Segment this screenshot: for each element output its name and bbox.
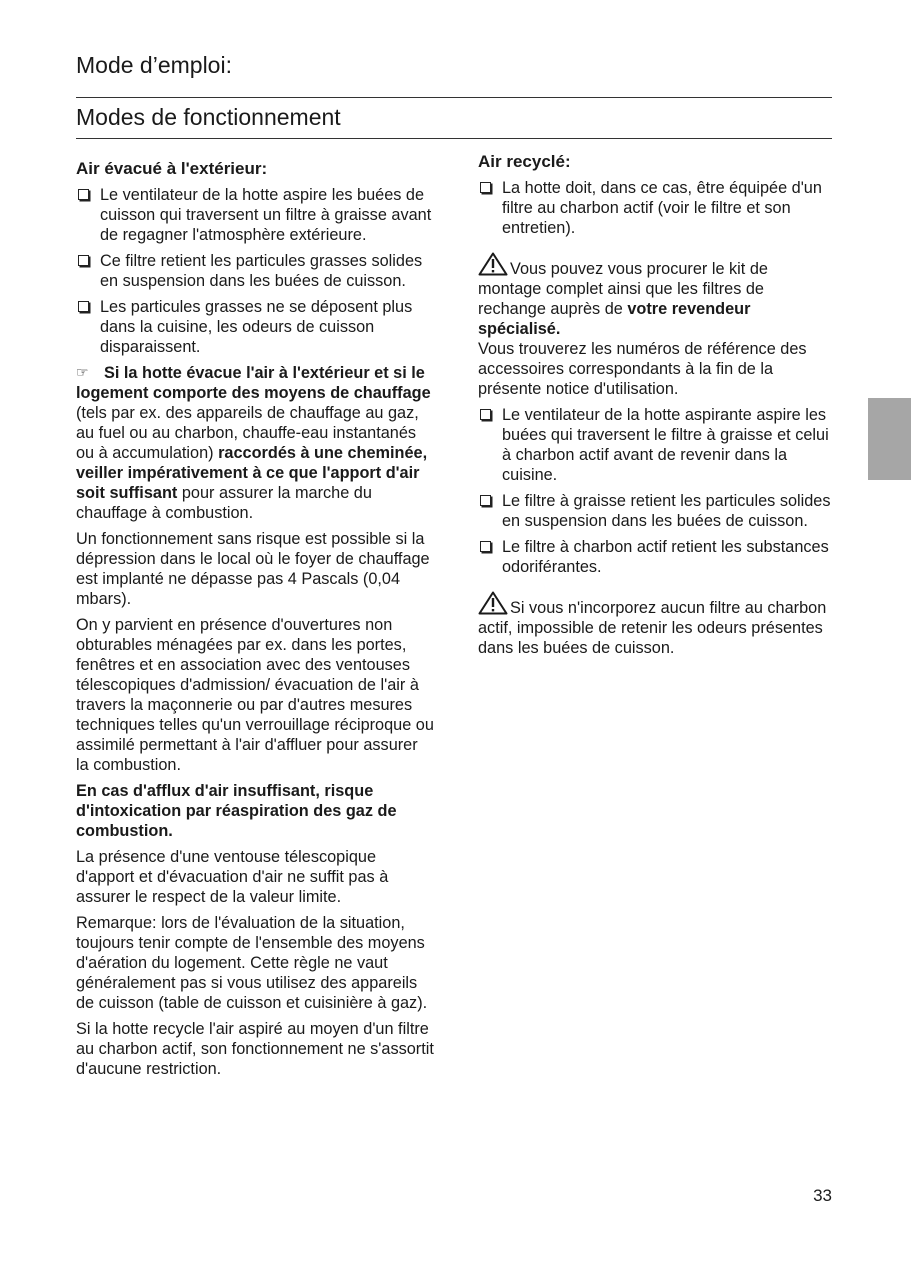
header-divider-top: [76, 97, 832, 98]
list-item: La hotte doit, dans ce cas, être équipée d'un filtre au charbon actif (voir le filtre et son entretien).: [478, 178, 834, 238]
recirculation-list-top: [478, 178, 834, 238]
header-divider-bottom: [76, 138, 832, 139]
checkbox-bullet-icon: [480, 541, 491, 552]
exhaust-air-list: [76, 185, 434, 357]
left-column: [76, 157, 434, 1085]
exhaust-air-heading: Air évacué à l'extérieur:: [76, 159, 268, 178]
paragraph-remark: Remarque: lors de l'évaluation de la situation, toujours tenir compte de l'ensemble des moyens d'aération du logement. Cette règle ne vaut généralement pas si vous utilisez des appareils de cuisson (table de cuisson et cuisinière à gaz).: [76, 914, 428, 1012]
paragraph-openings: On y parvient en présence d'ouvertures non obturables ménagées par ex. dans les portes, fenêtres et en association avec des ventouses télescopiques d'admission/ évacuation de l'air à travers la maçonnerie ou par d'autres mesures techniques telles qu'un verrouillage réciproque ou assimilé permettant à l'air d'affluer pour assurer la combustion.: [76, 616, 434, 774]
charcoal-filter-warning: Si vous n'incorporez aucun filtre au charbon actif, impossible de retenir les odeurs présentes dans les buées de cuisson.: [478, 591, 834, 658]
pointing-hand-icon: ☞: [76, 364, 89, 380]
checkbox-bullet-icon: [78, 301, 89, 312]
recirculation-heading: Air recyclé:: [478, 152, 571, 171]
checkbox-bullet-icon: [480, 409, 491, 420]
paragraph-recirculation: Si la hotte recycle l'air aspiré au moyen d'un filtre au charbon actif, son fonctionnement ne s'assortit d'aucune restriction.: [76, 1020, 434, 1078]
intoxication-warning: En cas d'afflux d'air insuffisant, risque d'intoxication par réaspiration des gaz de combustion.: [76, 782, 397, 840]
paragraph-pressure: Un fonctionnement sans risque est possible si la dépression dans le local où le foyer de chauffage est implanté ne dépasse pas 4 Pascals (0,04 mbars).: [76, 530, 430, 608]
page-number: 33: [813, 1186, 832, 1205]
page-title: Mode d’emploi:: [76, 52, 232, 78]
kit-warning: Vous pouvez vous procurer le kit de montage complet ainsi que les filtres de rechange auprès de votre revendeur spécialisé. Vous trouverez les numéros de référence des accessoires correspondants à la fin de la présente notice d'utilisation.: [478, 252, 834, 399]
right-column: [478, 150, 834, 664]
warning-triangle-icon: [478, 252, 508, 276]
paragraph-telescopic: La présence d'une ventouse télescopique d'apport et d'évacuation d'air ne suffit pas à assurer le respect de la valeur limite.: [76, 848, 389, 906]
checkbox-bullet-icon: [78, 255, 89, 266]
list-item: Le filtre à graisse retient les particules solides en suspension dans les buées de cuisson.: [478, 491, 834, 531]
recirculation-list: [478, 405, 834, 577]
section-title: Modes de fonctionnement: [76, 104, 341, 130]
checkbox-bullet-icon: [480, 182, 491, 193]
list-item: Ce filtre retient les particules grasses solides en suspension dans les buées de cuisson.: [76, 251, 434, 291]
list-item: Le ventilateur de la hotte aspire les buées de cuisson qui traversent un filtre à graisse avant de regagner l'atmosphère extérieure.: [76, 185, 434, 245]
warning-triangle-icon: [478, 591, 508, 615]
list-item: Le filtre à charbon actif retient les substances odoriférantes.: [478, 537, 834, 577]
chapter-tab-marker: [868, 398, 911, 480]
chimney-note: ☞ Si la hotte évacue l'air à l'extérieur et si le logement comporte des moyens de chauffage (tels par ex. des appareils de chauffage au gaz, au fuel ou au charbon, chauffe-eau instantanés ou à accumulation) raccordés à une cheminée, veiller impérativement à ce que l'apport d'air soit suffisant pour assurer la marche du chauffage à combustion.: [76, 364, 431, 522]
checkbox-bullet-icon: [480, 495, 491, 506]
checkbox-bullet-icon: [78, 189, 89, 200]
list-item: Le ventilateur de la hotte aspirante aspire les buées qui traversent le filtre à graisse et celui à charbon actif avant de revenir dans la cuisine.: [478, 405, 834, 485]
list-item: Les particules grasses ne se déposent plus dans la cuisine, les odeurs de cuisson disparaissent.: [76, 297, 434, 357]
